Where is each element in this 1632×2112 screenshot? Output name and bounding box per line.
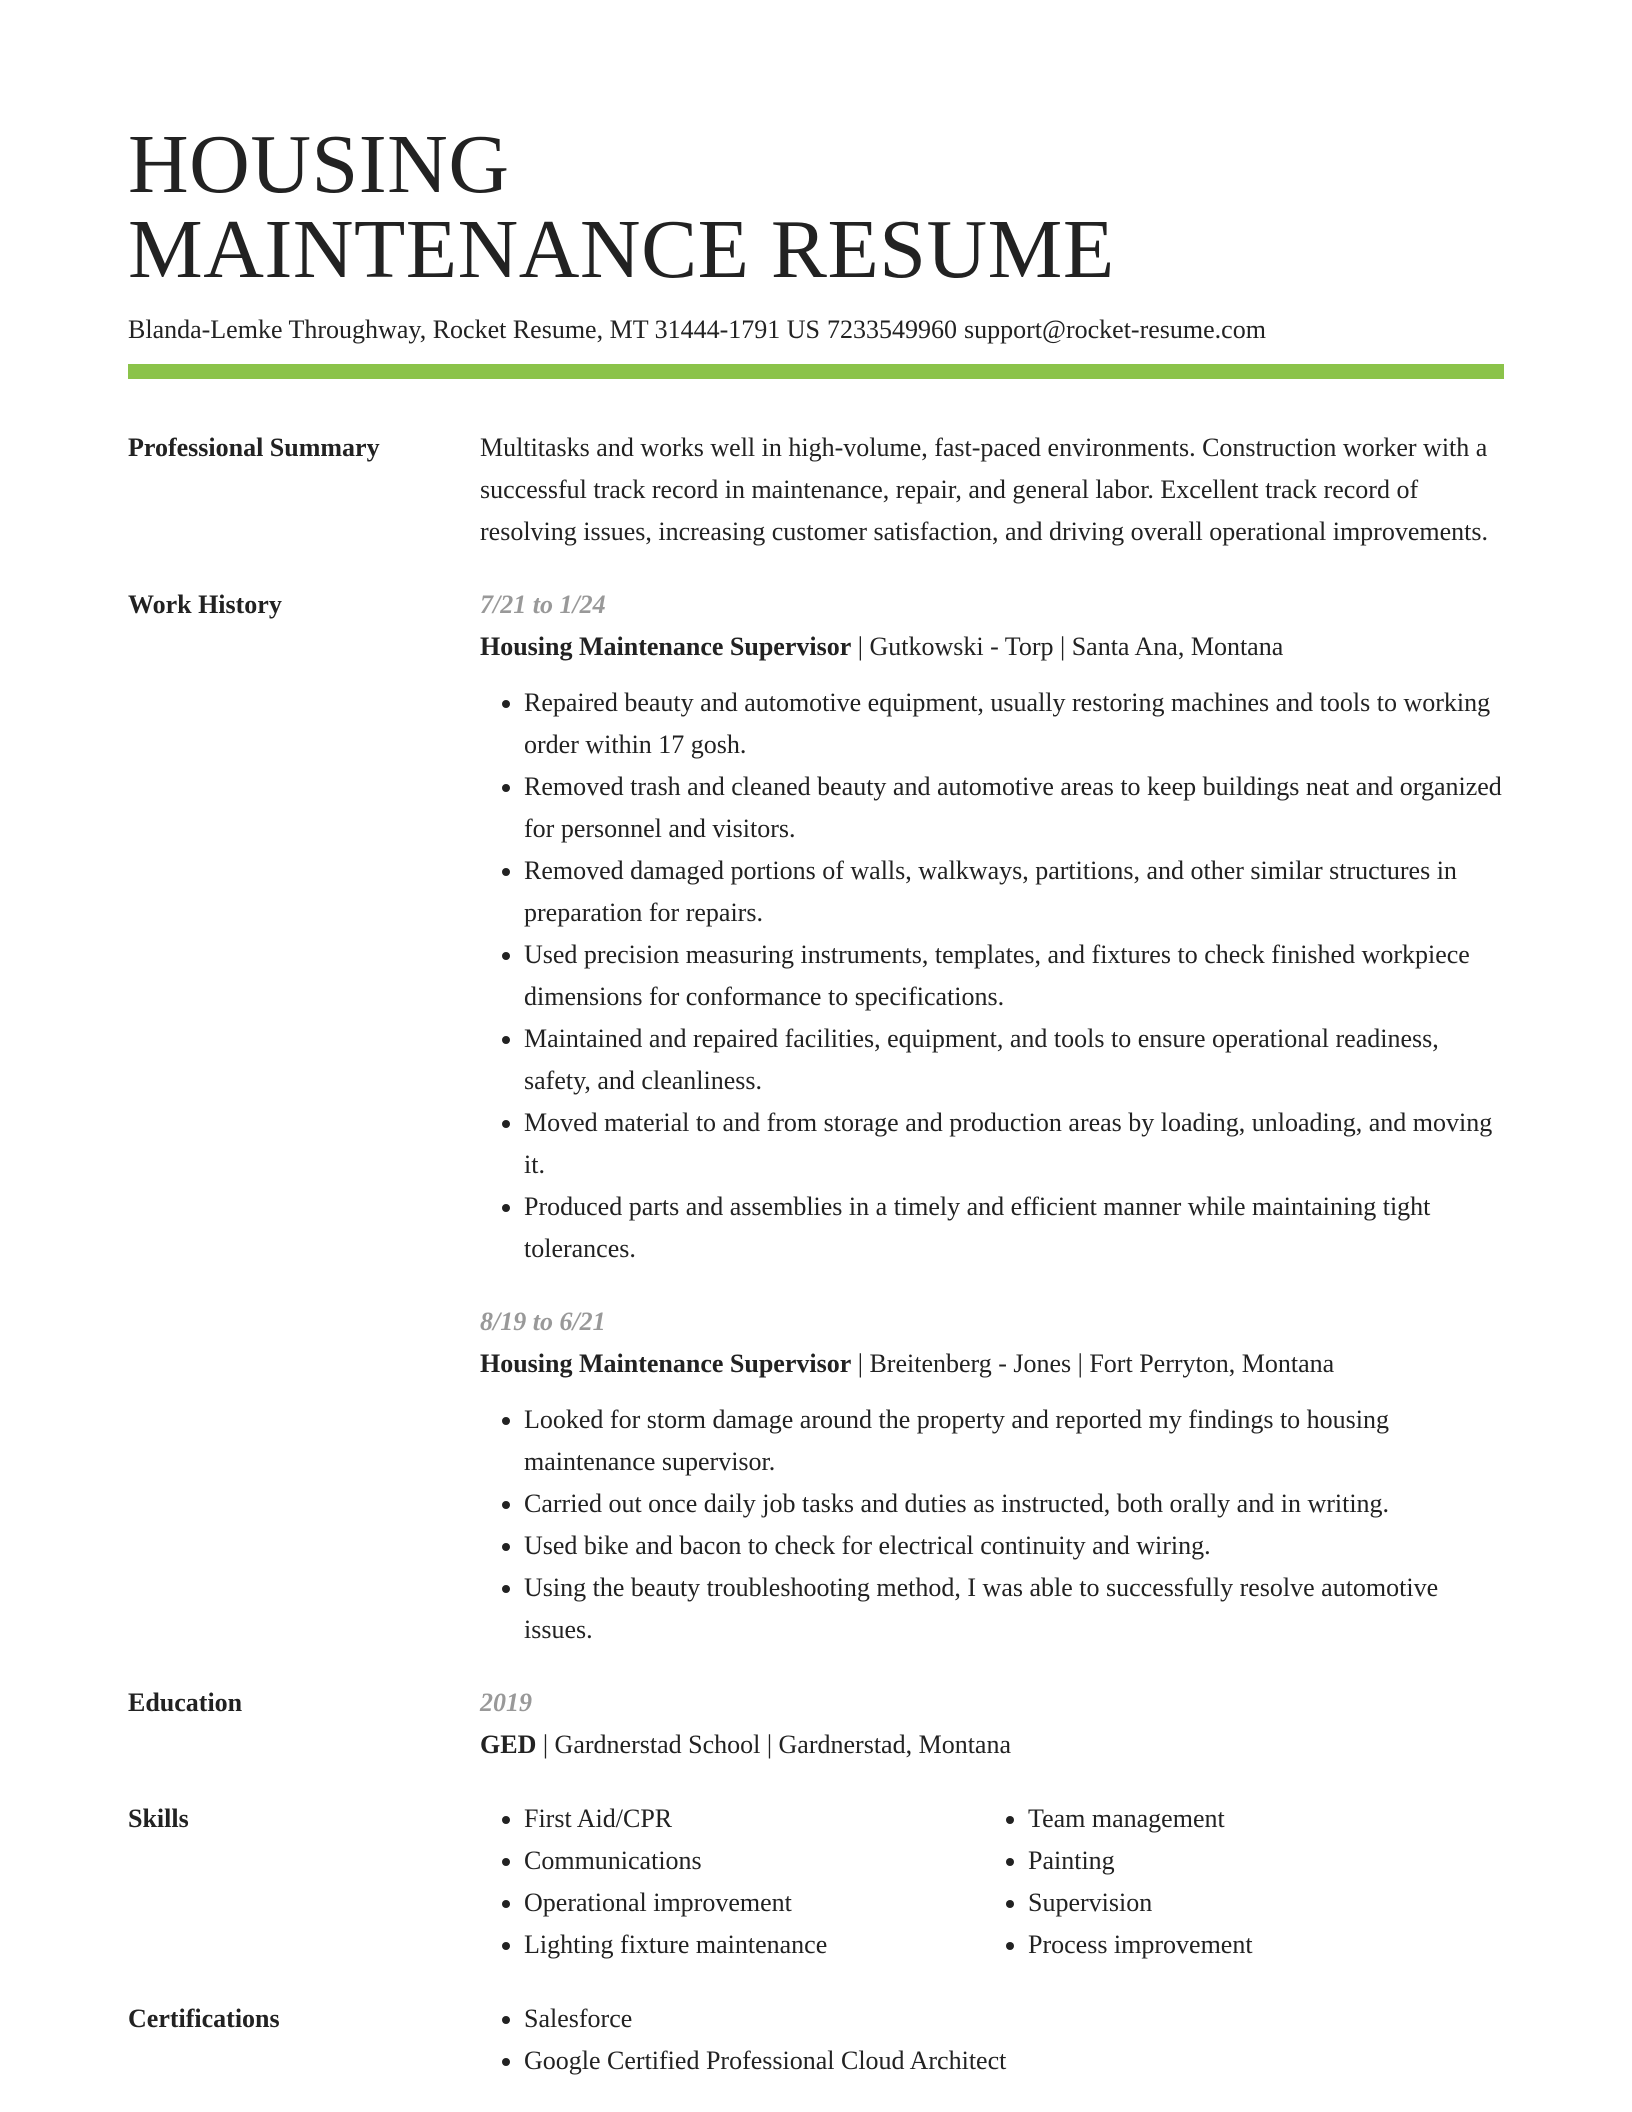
contact-email: support@rocket-resume.com [964,315,1266,344]
job-heading [480,626,1504,668]
section-education [128,1682,1504,1766]
job-dates: 7/21 to 1/24 [480,590,606,619]
job-details: | Breitenberg - Jones | Fort Perryton, Montana [851,1349,1335,1378]
list-item: • Team management [1028,1798,1253,1840]
job-title: Housing Maintenance Supervisor [480,632,852,661]
list-item: • Lighting fixture maintenance [524,1924,984,1966]
header-divider [128,364,1504,379]
resume-title [128,0,1504,296]
section-label-summary: Professional Summary [128,433,380,462]
section-label-work: Work History [128,590,282,619]
list-item: • Repaired beauty and automotive equipment, usually restoring machines and tools to working order within 17 gosh. [524,682,1504,766]
list-item: • Removed trash and cleaned beauty and automotive areas to keep buildings neat and organized for personnel and visitors. [524,766,1504,850]
certifications-body [480,1998,1504,2082]
list-item: • Carried out once daily job tasks and duties as instructed, both orally and in writing. [524,1483,1504,1525]
section-work-history [128,584,1504,1651]
skills-list-left [480,1798,984,1966]
list-item: • Communications [524,1840,984,1882]
list-item: • Used bike and bacon to check for electrical continuity and wiring. [524,1525,1504,1567]
title-line-1: HOUSING [128,118,510,211]
job-heading [480,1343,1504,1385]
education-body [480,1682,1504,1766]
section-label-certifications: Certifications [128,2004,280,2033]
job-entry [480,584,1504,1270]
list-item: • Produced parts and assemblies in a timely and efficient manner while maintaining tight tolerances. [524,1186,1504,1270]
resume-page [128,0,1504,2082]
section-summary [128,427,1504,553]
contact-address: Blanda-Lemke Throughway, Rocket Resume, MT 31444-1791 US [128,315,821,344]
section-certifications [128,1998,1504,2082]
job-dates: 8/19 to 6/21 [480,1307,606,1336]
work-history-body [480,584,1504,1651]
list-item: • Removed damaged portions of walls, walkways, partitions, and other similar structures in preparation for repairs. [524,850,1504,934]
education-heading [480,1724,1504,1766]
list-item: • First Aid/CPR [524,1798,984,1840]
list-item: • Painting [1028,1840,1253,1882]
list-item: • Using the beauty troubleshooting method, I was able to successfully resolve automotive issues. [524,1567,1504,1651]
contact-phone: 7233549960 [827,315,958,344]
education-details: | Gardnerstad School | Gardnerstad, Montana [536,1730,1012,1759]
contact-line [128,313,1504,347]
list-item: • Supervision [1028,1882,1253,1924]
job-title: Housing Maintenance Supervisor [480,1349,852,1378]
list-item: • Used precision measuring instruments, templates, and fixtures to check finished workpiece dimensions for conformance to specifications. [524,934,1504,1018]
job-bullets [480,1399,1504,1651]
list-item: • Moved material to and from storage and production areas by loading, unloading, and moving it. [524,1102,1504,1186]
list-item: • Process improvement [1028,1924,1253,1966]
job-details: | Gutkowski - Torp | Santa Ana, Montana [851,632,1284,661]
section-skills [128,1798,1504,1966]
skills-list-right [984,1798,1253,1966]
education-degree: GED [480,1730,537,1759]
job-entry [480,1301,1504,1651]
list-item: • Looked for storm damage around the property and reported my findings to housing maintenance supervisor. [524,1399,1504,1483]
skills-body [480,1798,1504,1966]
education-year: 2019 [480,1688,532,1717]
list-item: • Operational improvement [524,1882,984,1924]
section-label-skills: Skills [128,1804,189,1833]
list-item: • Google Certified Professional Cloud Architect [524,2040,1504,2082]
certifications-list [480,1998,1504,2082]
title-line-2: MAINTENANCE RESUME [128,203,1115,296]
list-item: • Salesforce [524,1998,1504,2040]
list-item: • Maintained and repaired facilities, equipment, and tools to ensure operational readiness, safety, and cleanliness. [524,1018,1504,1102]
section-label-education: Education [128,1688,243,1717]
summary-text: Multitasks and works well in high-volume, fast-paced environments. Construction worker with a successful track record in maintenance, repair, and general labor. Excellent track record of resolving issues, increasing customer satisfaction, and driving overall operational improvements. [480,433,1488,546]
job-bullets [480,682,1504,1270]
